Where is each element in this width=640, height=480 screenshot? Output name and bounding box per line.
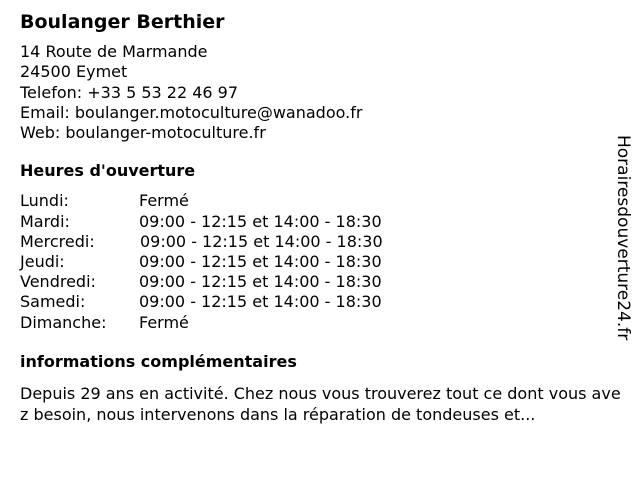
day-label: Mardi: bbox=[20, 211, 70, 231]
day-label: Vendredi: bbox=[20, 272, 96, 292]
day-hours: 09:00 - 12:15 et 14:00 - 18:30 bbox=[139, 292, 382, 312]
hours-row-samedi bbox=[20, 292, 625, 312]
hours-row-vendredi bbox=[20, 272, 625, 292]
day-hours: Fermé bbox=[139, 312, 189, 332]
site-watermark: Horairesdouverture24.fr bbox=[613, 135, 633, 341]
day-hours: 09:00 - 12:15 et 14:00 - 18:30 bbox=[140, 231, 383, 251]
day-label: Dimanche: bbox=[20, 312, 107, 332]
email-text: Email: boulanger.motoculture@wanadoo.fr bbox=[20, 102, 363, 122]
hours-row-lundi bbox=[20, 191, 625, 211]
hours-row-dimanche bbox=[20, 313, 625, 333]
hours-row-mercredi bbox=[20, 232, 625, 252]
day-hours: 09:00 - 12:15 et 14:00 - 18:30 bbox=[139, 211, 382, 231]
business-card bbox=[20, 10, 625, 425]
address-street: 14 Route de Marmande bbox=[20, 42, 208, 61]
day-hours: 09:00 - 12:15 et 14:00 - 18:30 bbox=[139, 252, 382, 272]
day-label: Mercredi: bbox=[20, 231, 95, 251]
info-heading: informations complémentaires bbox=[20, 351, 297, 371]
phone-text: Telefon: +33 5 53 22 46 97 bbox=[20, 82, 239, 102]
day-label: Jeudi: bbox=[20, 252, 65, 272]
hours-heading: Heures d'ouverture bbox=[20, 161, 196, 181]
info-description: Depuis 29 ans en activité. Chez nous vous trouverez tout ce dont vous avez besoin, nous intervenons dans la réparation de tondeuses et... bbox=[20, 383, 621, 424]
address-city: 24500 Eymet bbox=[20, 62, 128, 82]
website-text: Web: boulanger-motoculture.fr bbox=[20, 123, 266, 143]
hours-row-jeudi bbox=[20, 252, 625, 272]
business-name: Boulanger Berthier bbox=[20, 11, 225, 33]
opening-hours-table bbox=[20, 191, 625, 332]
day-hours: Fermé bbox=[139, 191, 189, 211]
day-hours: 09:00 - 12:15 et 14:00 - 18:30 bbox=[139, 272, 382, 292]
day-label: Samedi: bbox=[20, 292, 86, 312]
day-label: Lundi: bbox=[20, 191, 69, 211]
hours-row-mardi bbox=[20, 212, 625, 232]
address-block bbox=[20, 42, 625, 143]
